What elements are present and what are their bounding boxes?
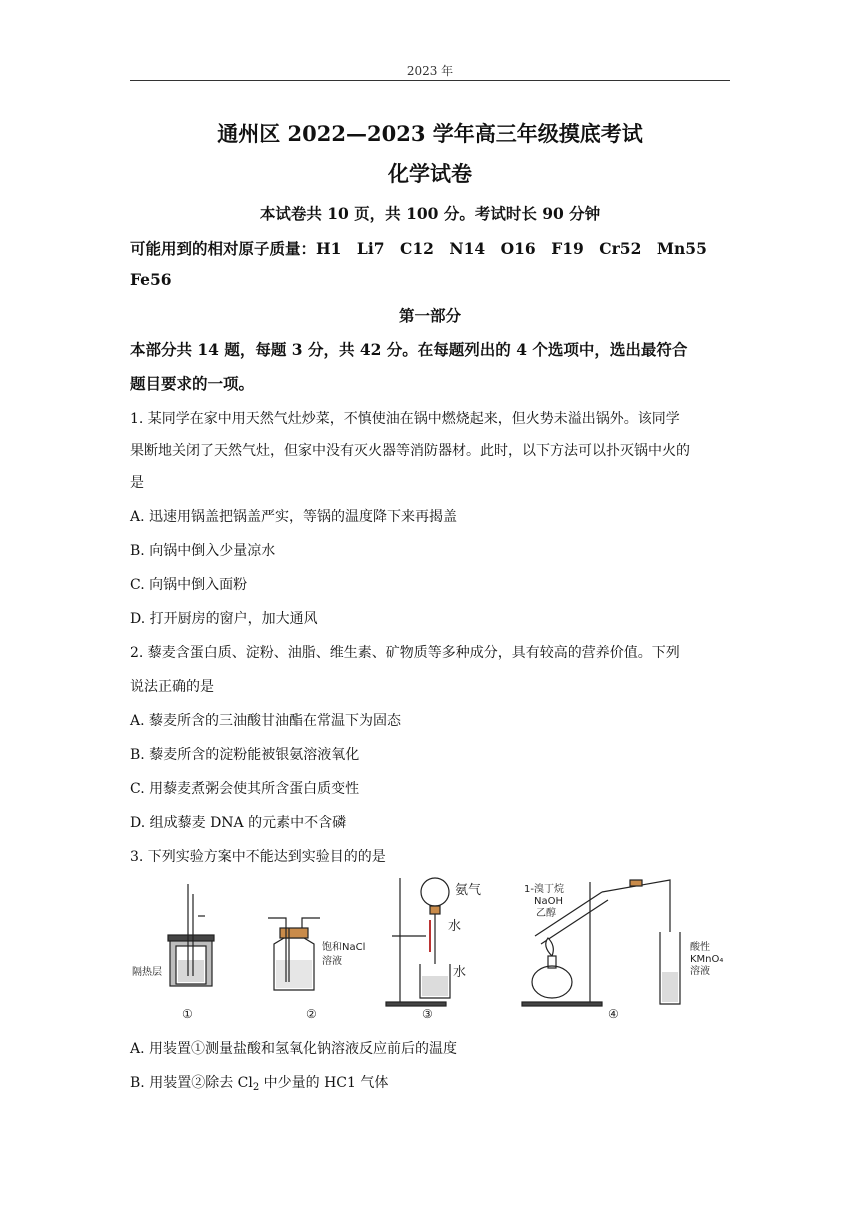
q3-option-b xyxy=(130,1072,388,1093)
label-kmno4-2: KMnO₄ xyxy=(690,954,724,965)
label-water-top: 水 xyxy=(448,919,462,934)
label-kmno4-1: 酸性 xyxy=(690,942,710,953)
part-description-line-2: 题目要求的一项。 xyxy=(130,374,255,393)
label-insulation: 隔热层 xyxy=(132,967,162,978)
part-title: 第一部分 xyxy=(398,306,461,325)
exam-subject: 化学试卷 xyxy=(388,161,472,186)
q1-stem-line-1: 1. 某同学在家中用天然气灶炒菜，不慎使油在锅中燃烧起来，但火势未溢出锅外。该同学 xyxy=(130,411,680,427)
exam-info: 本试卷共 10 页，共 100 分。考试时长 90 分钟 xyxy=(259,204,601,223)
q2-stem-line-2: 说法正确的是 xyxy=(130,679,214,695)
apparatus-number-3: ③ xyxy=(422,1007,433,1021)
q2-option-a: A. 藜麦所含的三油酸甘油酯在常温下为固态 xyxy=(130,713,402,729)
apparatus-number-2: ② xyxy=(306,1007,317,1021)
q1-stem-line-3: 是 xyxy=(130,475,144,491)
label-ammonia: 氨气 xyxy=(455,883,482,898)
atomic-mass-line-1: 可能用到的相对原子质量：H1 Li7 C12 N14 O16 F19 Cr52 Mn55 xyxy=(130,239,707,258)
lab-apparatus-figure xyxy=(130,872,740,1022)
apparatus-number-1: ① xyxy=(182,1007,193,1021)
atomic-mass-line-2: Fe56 xyxy=(130,270,172,289)
label-kmno4-3: 溶液 xyxy=(690,966,710,977)
q1-option-d: D. 打开厨房的窗户，加大通风 xyxy=(130,611,318,627)
q3-option-b-post: 中少量的 HC1 气体 xyxy=(259,1075,389,1091)
q2-option-c: C. 用藜麦煮粥会使其所含蛋白质变性 xyxy=(130,781,360,797)
q2-option-b: B. 藜麦所含的淀粉能被银氨溶液氧化 xyxy=(130,747,360,763)
label-water-bottom: 水 xyxy=(453,965,467,980)
label-reagent-2: NaOH xyxy=(534,896,563,907)
apparatus-number-4: ④ xyxy=(608,1007,619,1021)
gas-washing-bottle xyxy=(268,918,320,990)
part-description-line-1: 本部分共 14 题，每题 3 分，共 42 分。在每题列出的 4 个选项中，选出最符合 xyxy=(130,340,688,359)
exam-title: 通州区 2022—2023 学年高三年级摸底考试 xyxy=(217,121,643,146)
q3-option-b-sub: 2 xyxy=(252,1082,260,1093)
q1-option-c: C. 向锅中倒入面粉 xyxy=(130,577,248,593)
q3-option-b-pre: B. 用装置②除去 Cl xyxy=(130,1075,253,1091)
q2-stem-line-1: 2. 藜麦含蛋白质、淀粉、油脂、维生素、矿物质等多种成分，具有较高的营养价值。下列 xyxy=(130,645,680,661)
calorimeter-apparatus xyxy=(168,884,214,986)
q3-stem-line-1: 3. 下列实验方案中不能达到实验目的的是 xyxy=(130,849,386,865)
label-reagent-3: 乙醇 xyxy=(536,908,556,919)
label-nacl-1: 饱和NaCl xyxy=(322,942,366,953)
q1-stem-line-2: 果断地关闭了天然气灶，但家中没有灭火器等消防器材。此时，以下方法可以扑灭锅中火的 xyxy=(130,443,690,459)
label-reagent-1: 1-溴丁烷 xyxy=(524,884,564,895)
page-header-year: 2023 年 xyxy=(406,64,454,78)
header-divider xyxy=(130,80,730,81)
fountain-apparatus xyxy=(386,878,450,1006)
q2-option-d: D. 组成藜麦 DNA 的元素中不含磷 xyxy=(130,815,347,831)
q1-option-a: A. 迅速用锅盖把锅盖严实，等锅的温度降下来再揭盖 xyxy=(130,509,458,525)
label-nacl-2: 溶液 xyxy=(322,956,342,967)
q3-option-a: A. 用装置①测量盐酸和氢氧化钠溶液反应前后的温度 xyxy=(130,1041,458,1057)
q1-option-b: B. 向锅中倒入少量凉水 xyxy=(130,543,276,559)
